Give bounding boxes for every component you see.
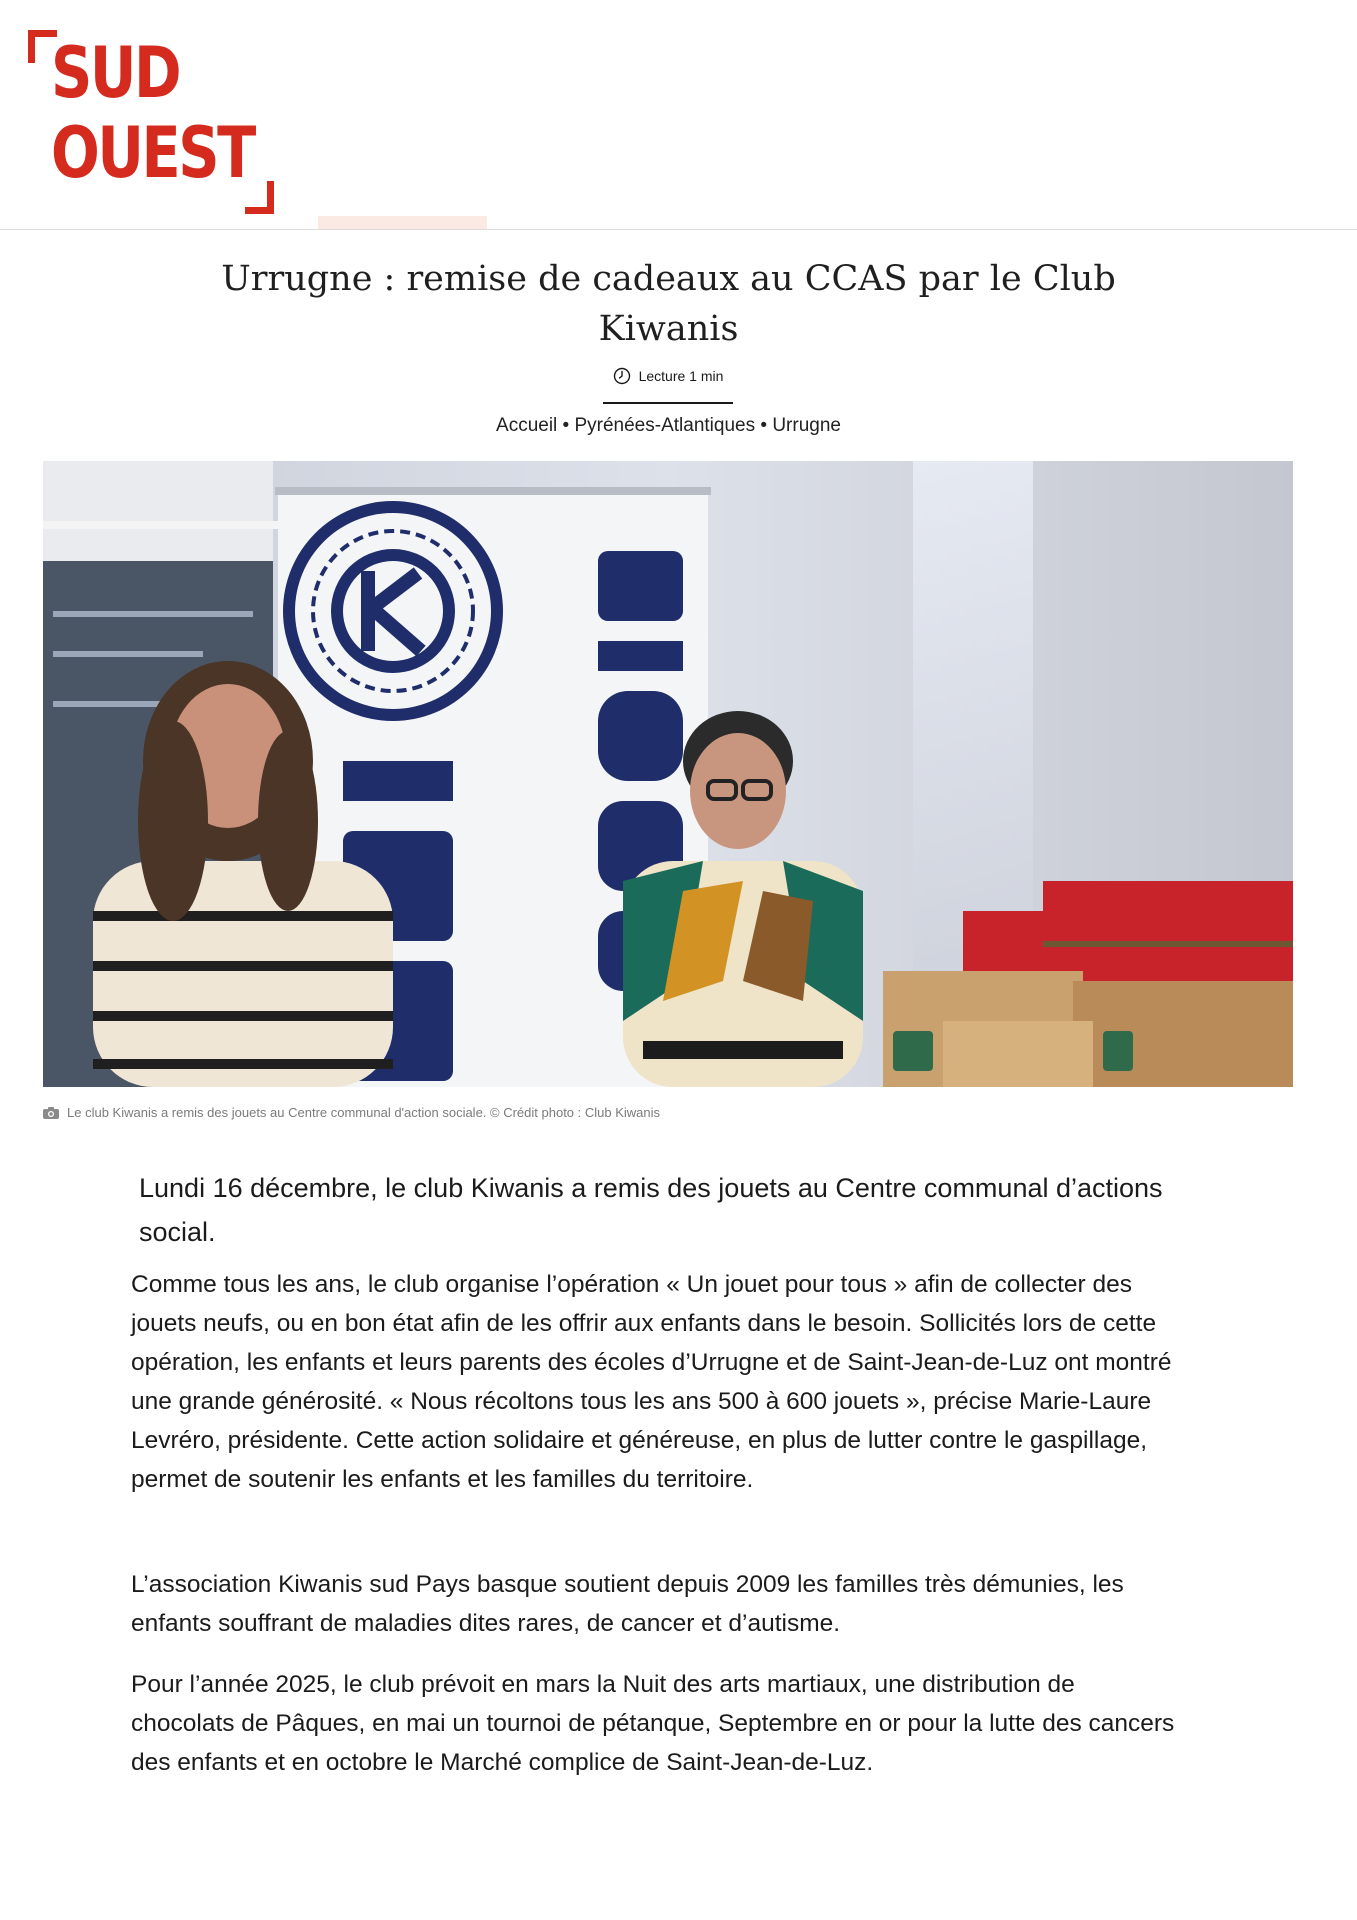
reading-time-label: Lecture 1 min [638,368,724,384]
clock-icon [613,367,631,385]
breadcrumb-item-urrugne[interactable]: Urrugne [772,415,841,436]
site-header [0,0,1357,230]
breadcrumb-item-pyrenees-atlantiques[interactable]: Pyrénées-Atlantiques [574,415,756,436]
logo-line-2: OUEST [51,112,254,194]
sud-ouest-logo[interactable] [25,28,275,213]
header-accent-bar [318,216,487,229]
breadcrumb [300,413,1037,439]
article-paragraph: Comme tous les ans, le club organise l’opération « Un jouet pour tous » afin de collecter des jouets neufs, ou en bon état afin de les offrir aux enfants dans le besoin. Sollicités lors de cette opération, les enfants et leurs parents des écoles d’Urrugne et de Saint-Jean-de-Luz ont montré une grande générosité. « Nous récoltons tous les ans 500 à 600 jouets », précise Marie-Laure Levréro, présidente. Cette action solidaire et généreuse, en plus de lutter contre le gaspillage, permet de soutenir les enfants et les familles du territoire. [131,1271,1172,1493]
photo-caption [43,1104,660,1122]
article-title: Urrugne : remise de cadeaux au CCAS par le Club Kiwanis [221,259,1116,349]
article-paragraph: L’association Kiwanis sud Pays basque soutient depuis 2009 les familles très démunies, les enfants souffrant de maladies dites rares, de cancer et d’autisme. [131,1571,1124,1637]
logo-bracket-bottom-right [245,181,274,214]
article-photo [43,461,1293,1087]
breadcrumb-item-accueil[interactable]: Accueil [496,415,558,436]
logo-line-1: SUD [51,32,180,114]
reading-time [603,366,733,404]
photo-caption-text: Le club Kiwanis a remis des jouets au Centre communal d'action sociale. © Crédit photo : Club Kiwanis [67,1105,661,1120]
breadcrumb-separator: • [760,415,768,436]
article-paragraph: Pour l’année 2025, le club prévoit en mars la Nuit des arts martiaux, une distribution de chocolats de Pâques, en mai un tournoi de pétanque, Septembre en or pour la lutte des cancers des enfants et en octobre le Marché complice de Saint-Jean-de-Luz. [131,1671,1175,1776]
breadcrumb-separator: • [562,415,570,436]
photo-illustration [43,461,1293,1087]
article-lead: Lundi 16 décembre, le club Kiwanis a remis des jouets au Centre communal d’actions social. [139,1173,1163,1247]
camera-icon [43,1107,59,1119]
